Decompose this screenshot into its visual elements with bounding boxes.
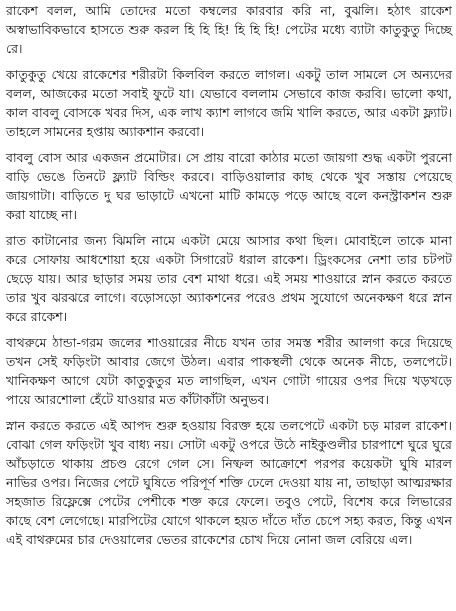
paragraph-5: বাথরুমে ঠান্ডা-গরম জলের শাওয়ারের নীচে যখন তার সমস্ত শরীর আলগা করে দিয়েছে তখন সেই ফড়িংটা আবার জেগে উঠল। এবার পাকস্থলী থেকে অনেক নীচে, তলপেটে। খানিকক্ষণ আগে যেটা কাতুকুতুর মত লাগছিল, এখন গোটা গায়ের ওপর দিয়ে খড়খড়ে পায়ে আরশোলা হেঁটে যাওয়ার মত কাঁটাকাঁটা অনুভব। [6, 335, 452, 407]
paragraph-6: স্নান করতে করতে এই আপদ শুরু হওয়ায় বিরক্ত হয়ে তলপেটে একটা চড় মারল রাকেশ। বোঝা গেল ফড়িংটা খুব বাধ্য নয়। সোটা একটু ওপরে উঠে নাইকুণ্ডলীর চারপাশে ঘুরে ঘুরে আঁচড়াতে থাকায় প্রচণ্ড রেগে গেল সে। নিষ্ফল আক্রোশে পরপর কয়েকটা ঘুষি মারল নাভির ওপর। নিজের পেটে ঘুষিতে পরিপূর্ণ শক্তি ঢেলে দেওয়া যায় না, তাছাড়া আত্মরক্ষার সহজাত রিফ্লেক্সে পেটের পেশীকে শক্ত করে ফেলে। তবুও পেটে, বিশেষ করে লিভারের কাছে বেশ লেগেছে। মারপিটের যোগে থাকলে হয়ত দাঁতে দাঁত চেপে সহ্য করত, কিন্তু এখন এই বাথরুমের চার দেওয়ালের ভেতর রাকেশের চোখ দিয়ে নোনা জল বেরিয়ে এল। [6, 418, 452, 547]
paragraph-1: রাকেশ বলল, আমি তোদের মতো কম্বলের কারবার করি না, বুঝলি। হঠাৎ রাকেশ অস্বাভাবিকভাবে হাসতে শুরু করল হি হি হি! হি হি হি! পেটের মধ্যে ব্যাটা কাতুকুতু দিচ্ছে রে। [6, 3, 452, 56]
paragraph-3: বাবলু বোস আর একজন প্রমোটার। সে প্রায় বারো কাঠার মতো জায়গা শুদ্ধ একটা পুরনো বাড়ি ভেঙে তিনটে ফ্ল্যাট বিল্ডিং করবে। বাড়িওয়ালার কাছ থেকে খুব সস্তায় পেয়েছে জায়গাটা। বাড়িতে দু ঘর ভাড়াটে এখনো মাটি কামড়ে পড়ে আছে বলে কনস্ট্রাকশন শুরু করা যাচ্ছে না। [6, 150, 452, 222]
paragraph-4: রাত কাটানোর জন্য ঝিমলি নামে একটা মেয়ে আসার কথা ছিল। মোবাইলে তাকে মানা করে সোফায় আধশোয়া হয়ে একটা সিগারেট ধরাল রাকেশ। ড্রিংকসের নেশা তার চটপট ছেড়ে যায়। আর ছাড়ার সময় তার বেশ মাথা ধরে। এই সময় শাওয়ারে স্নান করতে করতে তার খুব ঝরঝরে লাগে। বড়োসড়ো অ্যাকশনের পরেও প্রথম সুযোগে অনেকক্ষণ ধরে স্নান করে রাকেশ। [6, 233, 453, 324]
paragraph-2: কাতুকুতু খেয়ে রাকেশের শরীরটা কিলবিল করতে লাগল। একটু তাল সামলে সে অন্যদের বলল, আজকের মতো সবাই ফুটে যা। যেভাবে বললাম সেভাবে কাজ করবি। ভালো কথা, কাল বাবলু বোসকে খবর দিস, এক লাখ ক্যাশ লাগবে জমি খালি করতে, আর একটা ফ্ল্যাট। তাহলে সামনের হপ্তায় অ্যাকশান করবো। [6, 67, 452, 139]
